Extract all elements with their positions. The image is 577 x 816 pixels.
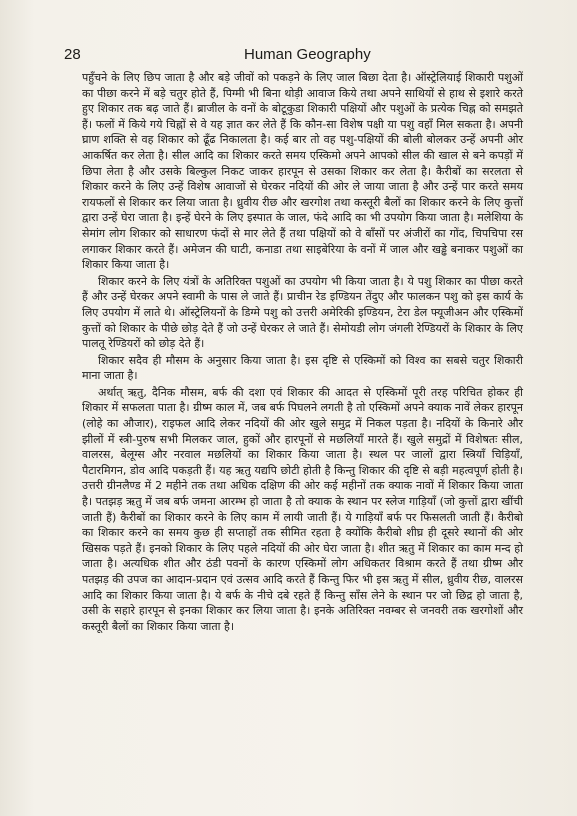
- page-header: [64, 46, 537, 66]
- paragraph: अर्थात् ऋतु, दैनिक मौसम, बर्फ की दशा एवं शिकार की आदत से एस्किमों पूरी तरह परिचित होकर ही शिकार में सफलता पाता है। ग्रीष्म काल में, जब बर्फ पिघलने लगती है तो एस्किमों अपने क्याक नावें लेकर हारपून (लोहे का औजार), राइफल आदि लेकर नदियों की ओर खुले समुद्र में निकल पड़ता है। नदियों के किनारे और झीलों में स्त्री-पुरुष सभी मिलकर जाल, हुकों और हारपूनों से मछलियाँ मारते हैं। खुले समुद्रों में विशेषतः सील, वालरस, बेलूग्स और नरवाल मछलियों का शिकार किया जाता है। स्थल पर जालों द्वारा स्त्रियाँ चिड़ियाँ, पैटारमिगन, डोव आदि पकड़ती हैं। यह ऋतु यद्यपि छोटी होती है किन्तु शिकार की दृष्टि से बड़ी महत्वपूर्ण होती है। उत्तरी ग्रीनलैण्ड में 2 महीने तक तथा अधिक दक्षिण की ओर कई महीनों तक क्याक नावों में शिकार किया जाता है। पतझड़ ऋतु में जब बर्फ जमना आरम्भ हो जाता है तो क्याक के स्थान पर स्लेज गाड़ियाँ (जो कुत्तों द्वारा खींची जाती हैं) कैरीबों का शिकार करने के लिए काम में लायी जाती हैं। ये गाड़ियाँ बर्फ पर फिसलती जाती हैं। कैरीबो का शिकार करने का समय कुछ ही सप्ताहों तक सीमित रहता है क्योंकि कैरीबो शीघ्र ही दूसरे स्थानों की ओर खिसक पड़ते हैं। इनको शिकार के लिए पहले नदियों की ओर घेरा जाता है। शीत ऋतु में शिकार का काम मन्द हो जाता है। अत्यधिक शीत और ठंडी पवनों के कारण एस्किमों लोग अधिकतर विश्राम करते हैं तथा ग्रीष्म और पतझड़ की उपज का आदान-प्रदान एवं उत्सव आदि करते हैं किन्तु फिर भी इस ऋतु में सील, ध्रुवीय रीछ, वालरस आदि का शिकार किया जाता है। ये बर्फ के नीचे दबे रहते हैं किन्तु साँस लेने के स्थान पर जो छिद्र हो जाता है, उसी के सहारे हारपून से इनका शिकार कर लिया जाता है। इनके अतिरिक्त नवम्बर से जनवरी तक खरगोशों और कस्तूरी बैलों का शिकार किया जाता है।: [82, 385, 523, 633]
- body-text: [82, 70, 523, 635]
- running-title: Human Geography: [244, 46, 371, 63]
- page-number: 28: [64, 46, 81, 63]
- paragraph: शिकार सदैव ही मौसम के अनुसार किया जाता है। इस दृष्टि से एस्किमों को विश्व का सबसे चतुर शिकारी माना जाता है।: [82, 353, 523, 383]
- paragraph: शिकार करने के लिए यंत्रों के अतिरिक्त पशुओं का उपयोग भी किया जाता है। ये पशु शिकार का पीछा करते हैं और उन्हें घेरकर अपने स्वामी के पास ले जाते हैं। प्राचीन रेड इण्डियन तेंदुए और फालकन पशु को इस कार्य के लिए उपयोग में लाते थे। ऑस्ट्रेलियनों के डिग्मे पशु को उत्तरी अमेरिकी इण्डियन, टेरा डेल फ्यूजीअन और एस्किमों कुत्तों को शिकार के पीछे छोड़ देते हैं जो उन्हें घेरकर ले जाते हैं। सेमोयडी लोग जंगली रेण्डियरों के शिकार के लिए पालतू रेण्डियरों को छोड़ देते हैं।: [82, 274, 523, 351]
- paragraph: पहुँचने के लिए छिप जाता है और बड़े जीवों को पकड़ने के लिए जाल बिछा देता है। ऑस्ट्रेलियाई शिकारी पशुओं का पीछा करने में बड़े चतुर होते हैं, पिग्मी भी बिना थोड़ी आवाज किये तथा अपने साथियों से हाथ से इशारे करते हुए शिकार तक बढ़ जाते हैं। ब्राजील के वनों के बोटूकुडा शिकारी पक्षियों और पशुओं के प्रत्येक चिह्न को समझते हैं। फलों में किये गये चिह्नों से वे यह ज्ञात कर लेते हैं कि कौन-सा विशेष पक्षी या पशु वहाँ मिल सकता है। अपनी घ्राण शक्ति से वह शिकार को ढूँढ निकालता है। कई बार तो वह पशु-पक्षियों की बोली बोलकर उन्हें अपनी ओर आकर्षित कर लेता है। सील आदि का शिकार करते समय एस्किमो अपने आपको सील की खाल से बने कपड़ों में छिपा लेता है और उसके बिल्कुल निकट जाकर हारपून से उसका शिकार कर लेता है। कैरीबों का सरलता से शिकार करने के लिए उन्हें विशेष आवाजों से घेरकर नदियों की ओर ले जाया जाता है और उन्हें पार करते समय रायफलों से शिकार कर लिया जाता है। ध्रुवीय रीछ और खरगोश तथा कस्तूरी बैलों का शिकार करने के लिए कुत्तों द्वारा उन्हें घेरा जाता है। इन्हें घेरने के लिए इस्पात के जाल, फंदे आदि का भी उपयोग किया जाता है। मलेशिया के सेमांग लोग शिकार को साधारण फंदों से मार लेते हैं तथा पक्षियों को वे बाँसों पर अंजीरों का गोंद, चिपचिपा रस लगाकर शिकार करते हैं। अमेजन की घाटी, कनाडा तथा साइबेरिया के वनों में जाल और खड्ढे बनाकर पशुओं का शिकार किया जाता है।: [82, 71, 523, 272]
